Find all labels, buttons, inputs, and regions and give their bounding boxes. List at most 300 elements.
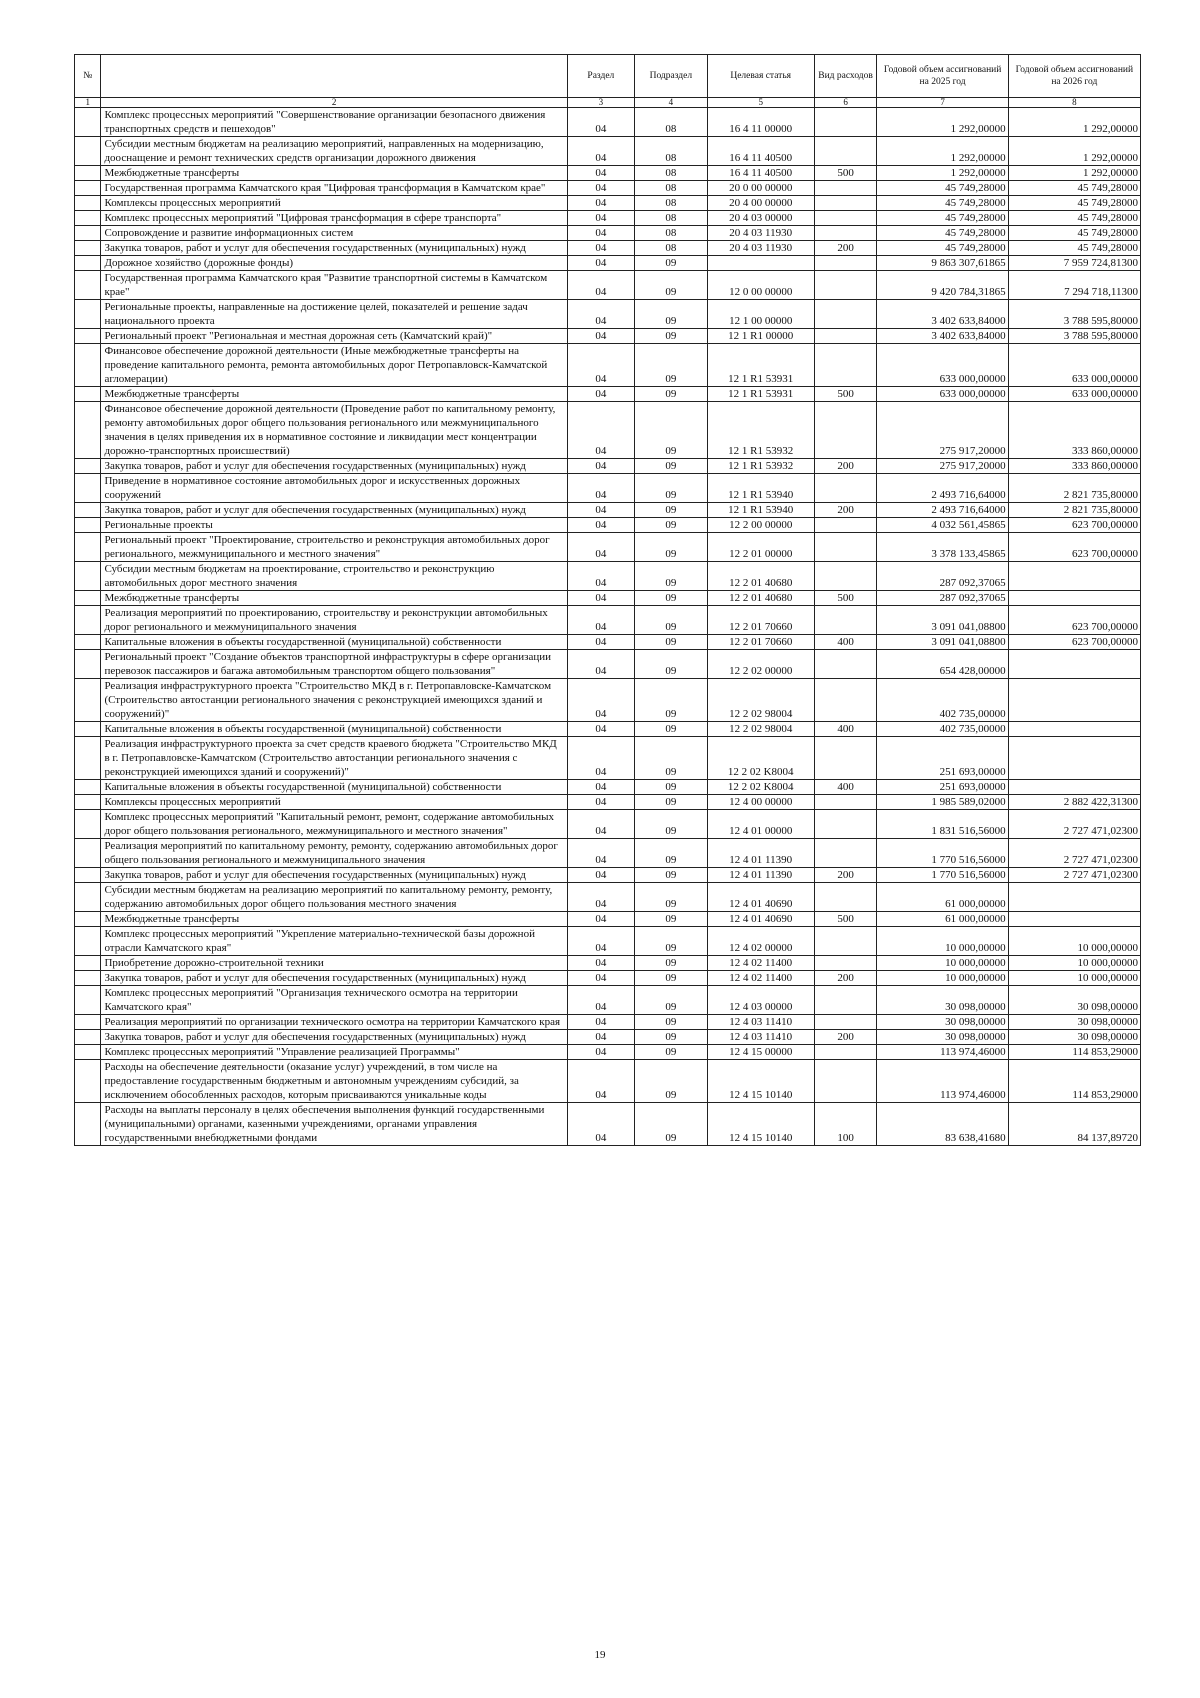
cell-name: Закупка товаров, работ и услуг для обеспечения государственных (муниципальных) нужд xyxy=(101,503,567,518)
cell-podrazdel: 09 xyxy=(634,503,707,518)
cell-name: Расходы на обеспечение деятельности (оказание услуг) учреждений, в том числе на предоставление государственным бюджетным и автономным учреждениям субсидий, за исключением обособленных расходов, которым присваиваются уникальные коды xyxy=(101,1060,567,1103)
cell-amount-2025: 287 092,37065 xyxy=(877,562,1008,591)
cell-amount-2026 xyxy=(1008,883,1140,912)
cell-amount-2025: 1 292,00000 xyxy=(877,108,1008,137)
cell-amount-2026: 45 749,28000 xyxy=(1008,181,1140,196)
col-header-razdel: Раздел xyxy=(567,55,634,98)
cell-name: Реализация мероприятий по капитальному ремонту, ремонту, содержанию автомобильных дорог общего пользования регионального и межмуниципального значения xyxy=(101,839,567,868)
cell-name: Комплекс процессных мероприятий "Капитальный ремонт, ремонт, содержание автомобильных дорог общего пользования регионального, межмуниципального и местного значения" xyxy=(101,810,567,839)
cell-podrazdel: 09 xyxy=(634,518,707,533)
cell-name: Финансовое обеспечение дорожной деятельности (Проведение работ по капитальному ремонту, ремонту автомобильных дорог общего пользования регионального или межмуниципального значения в целях приведения их в нормативное состояние и ликвидации мест концентрации дорожно-транспортных происшествий) xyxy=(101,402,567,459)
cell-vid xyxy=(814,108,877,137)
cell-statya: 12 1 R1 53932 xyxy=(707,459,814,474)
cell-amount-2025: 275 917,20000 xyxy=(877,402,1008,459)
cell-statya: 12 4 15 10140 xyxy=(707,1103,814,1146)
column-number: 2 xyxy=(101,98,567,108)
cell-statya: 12 4 01 40690 xyxy=(707,883,814,912)
table-row xyxy=(75,196,1141,211)
cell-amount-2025: 287 092,37065 xyxy=(877,591,1008,606)
cell-amount-2026: 7 959 724,81300 xyxy=(1008,256,1140,271)
cell-num xyxy=(75,137,101,166)
cell-podrazdel: 09 xyxy=(634,679,707,722)
cell-num xyxy=(75,737,101,780)
cell-vid: 200 xyxy=(814,868,877,883)
cell-name: Капитальные вложения в объекты государственной (муниципальной) собственности xyxy=(101,722,567,737)
cell-num xyxy=(75,780,101,795)
cell-amount-2025: 2 493 716,64000 xyxy=(877,503,1008,518)
table-row xyxy=(75,635,1141,650)
cell-podrazdel: 09 xyxy=(634,533,707,562)
cell-num xyxy=(75,211,101,226)
cell-razdel: 04 xyxy=(567,971,634,986)
cell-statya: 12 1 R1 53932 xyxy=(707,402,814,459)
cell-name: Капитальные вложения в объекты государственной (муниципальной) собственности xyxy=(101,780,567,795)
cell-amount-2025: 3 091 041,08800 xyxy=(877,635,1008,650)
cell-amount-2026 xyxy=(1008,679,1140,722)
table-row xyxy=(75,737,1141,780)
cell-vid: 500 xyxy=(814,912,877,927)
cell-razdel: 04 xyxy=(567,591,634,606)
cell-amount-2026: 623 700,00000 xyxy=(1008,518,1140,533)
cell-name: Субсидии местным бюджетам на реализацию мероприятий, направленных на модернизацию, дооснащение и ремонт технических средств организации дорожного движения xyxy=(101,137,567,166)
cell-podrazdel: 09 xyxy=(634,300,707,329)
cell-vid xyxy=(814,737,877,780)
cell-razdel: 04 xyxy=(567,533,634,562)
cell-statya: 12 2 01 40680 xyxy=(707,591,814,606)
cell-razdel: 04 xyxy=(567,256,634,271)
table-row xyxy=(75,402,1141,459)
table-row xyxy=(75,956,1141,971)
cell-amount-2025: 30 098,00000 xyxy=(877,1015,1008,1030)
cell-amount-2026: 2 821 735,80000 xyxy=(1008,474,1140,503)
table-row xyxy=(75,474,1141,503)
cell-statya: 12 4 01 40690 xyxy=(707,912,814,927)
cell-vid: 100 xyxy=(814,1103,877,1146)
cell-podrazdel: 09 xyxy=(634,606,707,635)
cell-razdel: 04 xyxy=(567,1045,634,1060)
column-number: 1 xyxy=(75,98,101,108)
cell-podrazdel: 08 xyxy=(634,137,707,166)
table-row xyxy=(75,971,1141,986)
cell-name: Закупка товаров, работ и услуг для обеспечения государственных (муниципальных) нужд xyxy=(101,459,567,474)
table-row xyxy=(75,868,1141,883)
col-header-statya: Целевая статья xyxy=(707,55,814,98)
cell-amount-2025: 1 985 589,02000 xyxy=(877,795,1008,810)
header-row xyxy=(75,55,1141,98)
cell-amount-2025: 30 098,00000 xyxy=(877,1030,1008,1045)
table-row xyxy=(75,344,1141,387)
cell-vid xyxy=(814,883,877,912)
cell-amount-2026: 30 098,00000 xyxy=(1008,1030,1140,1045)
cell-name: Расходы на выплаты персоналу в целях обеспечения выполнения функций государственными (муниципальными) органами, казенными учреждениями, органами управления государственными внебюджетными фондами xyxy=(101,1103,567,1146)
table-row xyxy=(75,1015,1141,1030)
cell-amount-2026: 623 700,00000 xyxy=(1008,606,1140,635)
cell-num xyxy=(75,474,101,503)
table-row xyxy=(75,912,1141,927)
cell-razdel: 04 xyxy=(567,986,634,1015)
cell-name: Межбюджетные трансферты xyxy=(101,166,567,181)
cell-amount-2026: 45 749,28000 xyxy=(1008,241,1140,256)
cell-podrazdel: 09 xyxy=(634,591,707,606)
cell-name: Реализация мероприятий по проектированию, строительству и реконструкции автомобильных дорог регионального и межмуниципального значения xyxy=(101,606,567,635)
cell-num xyxy=(75,196,101,211)
cell-podrazdel: 09 xyxy=(634,1103,707,1146)
cell-amount-2025: 45 749,28000 xyxy=(877,226,1008,241)
cell-podrazdel: 09 xyxy=(634,956,707,971)
cell-num xyxy=(75,1030,101,1045)
cell-statya: 20 4 03 00000 xyxy=(707,211,814,226)
cell-statya: 20 4 03 11930 xyxy=(707,226,814,241)
cell-statya: 12 4 02 11400 xyxy=(707,971,814,986)
table-row xyxy=(75,562,1141,591)
cell-statya: 12 2 01 00000 xyxy=(707,533,814,562)
cell-vid xyxy=(814,256,877,271)
cell-vid: 200 xyxy=(814,459,877,474)
cell-name: Межбюджетные трансферты xyxy=(101,591,567,606)
cell-razdel: 04 xyxy=(567,1060,634,1103)
cell-razdel: 04 xyxy=(567,795,634,810)
cell-vid: 200 xyxy=(814,971,877,986)
col-header-num: № xyxy=(75,55,101,98)
table-row xyxy=(75,181,1141,196)
cell-name: Закупка товаров, работ и услуг для обеспечения государственных (муниципальных) нужд xyxy=(101,971,567,986)
cell-amount-2026: 30 098,00000 xyxy=(1008,986,1140,1015)
cell-statya: 12 2 02 K8004 xyxy=(707,737,814,780)
cell-name: Комплекс процессных мероприятий "Организация технического осмотра на территории Камчатского края" xyxy=(101,986,567,1015)
cell-vid xyxy=(814,329,877,344)
cell-vid xyxy=(814,1015,877,1030)
column-number: 4 xyxy=(634,98,707,108)
cell-statya: 12 4 02 11400 xyxy=(707,956,814,971)
cell-vid: 500 xyxy=(814,591,877,606)
cell-razdel: 04 xyxy=(567,300,634,329)
cell-name: Закупка товаров, работ и услуг для обеспечения государственных (муниципальных) нужд xyxy=(101,241,567,256)
cell-statya: 16 4 11 40500 xyxy=(707,137,814,166)
cell-statya: 12 1 R1 00000 xyxy=(707,329,814,344)
cell-amount-2026: 1 292,00000 xyxy=(1008,166,1140,181)
cell-statya: 12 2 02 K8004 xyxy=(707,780,814,795)
cell-statya: 20 4 03 11930 xyxy=(707,241,814,256)
cell-num xyxy=(75,956,101,971)
cell-podrazdel: 09 xyxy=(634,722,707,737)
col-header-name xyxy=(101,55,567,98)
cell-name: Региональные проекты xyxy=(101,518,567,533)
cell-num xyxy=(75,503,101,518)
cell-razdel: 04 xyxy=(567,329,634,344)
cell-razdel: 04 xyxy=(567,181,634,196)
cell-name: Государственная программа Камчатского края "Развитие транспортной системы в Камчатском крае" xyxy=(101,271,567,300)
cell-statya: 12 4 15 10140 xyxy=(707,1060,814,1103)
table-body xyxy=(75,108,1141,1146)
cell-amount-2025: 113 974,46000 xyxy=(877,1060,1008,1103)
cell-num xyxy=(75,241,101,256)
table-row xyxy=(75,256,1141,271)
cell-vid: 200 xyxy=(814,503,877,518)
table-row xyxy=(75,1103,1141,1146)
cell-num xyxy=(75,868,101,883)
cell-razdel: 04 xyxy=(567,241,634,256)
table-row xyxy=(75,300,1141,329)
col-header-podrazdel: Подраздел xyxy=(634,55,707,98)
cell-statya: 12 4 00 00000 xyxy=(707,795,814,810)
table-row xyxy=(75,241,1141,256)
cell-podrazdel: 08 xyxy=(634,166,707,181)
cell-amount-2026: 2 727 471,02300 xyxy=(1008,839,1140,868)
cell-amount-2026: 3 788 595,80000 xyxy=(1008,300,1140,329)
cell-name: Комплексы процессных мероприятий xyxy=(101,795,567,810)
cell-vid xyxy=(814,1045,877,1060)
table-row xyxy=(75,591,1141,606)
page-number: 19 xyxy=(594,1649,606,1661)
cell-podrazdel: 09 xyxy=(634,971,707,986)
cell-razdel: 04 xyxy=(567,226,634,241)
cell-num xyxy=(75,459,101,474)
cell-razdel: 04 xyxy=(567,1030,634,1045)
cell-amount-2025: 1 292,00000 xyxy=(877,166,1008,181)
cell-num xyxy=(75,402,101,459)
cell-amount-2025: 61 000,00000 xyxy=(877,883,1008,912)
cell-statya: 12 2 00 00000 xyxy=(707,518,814,533)
cell-num xyxy=(75,810,101,839)
cell-amount-2026 xyxy=(1008,912,1140,927)
cell-vid: 400 xyxy=(814,722,877,737)
cell-statya xyxy=(707,256,814,271)
cell-podrazdel: 08 xyxy=(634,211,707,226)
table-row xyxy=(75,606,1141,635)
cell-statya: 12 4 03 11410 xyxy=(707,1030,814,1045)
cell-vid xyxy=(814,137,877,166)
cell-vid xyxy=(814,533,877,562)
cell-podrazdel: 09 xyxy=(634,1060,707,1103)
cell-vid xyxy=(814,927,877,956)
cell-num xyxy=(75,722,101,737)
cell-name: Межбюджетные трансферты xyxy=(101,387,567,402)
cell-amount-2025: 3 091 041,08800 xyxy=(877,606,1008,635)
cell-razdel: 04 xyxy=(567,108,634,137)
cell-num xyxy=(75,387,101,402)
cell-vid xyxy=(814,474,877,503)
table-row xyxy=(75,679,1141,722)
cell-podrazdel: 08 xyxy=(634,196,707,211)
cell-podrazdel: 09 xyxy=(634,329,707,344)
cell-amount-2026: 633 000,00000 xyxy=(1008,344,1140,387)
cell-amount-2026: 3 788 595,80000 xyxy=(1008,329,1140,344)
cell-amount-2026: 10 000,00000 xyxy=(1008,956,1140,971)
cell-name: Региональные проекты, направленные на достижение целей, показателей и решение задач национального проекта xyxy=(101,300,567,329)
cell-name: Закупка товаров, работ и услуг для обеспечения государственных (муниципальных) нужд xyxy=(101,868,567,883)
column-number: 8 xyxy=(1008,98,1140,108)
cell-vid: 400 xyxy=(814,780,877,795)
cell-razdel: 04 xyxy=(567,956,634,971)
table-row xyxy=(75,108,1141,137)
column-number-row xyxy=(75,98,1141,108)
cell-amount-2026 xyxy=(1008,722,1140,737)
cell-statya: 12 1 00 00000 xyxy=(707,300,814,329)
cell-amount-2026: 45 749,28000 xyxy=(1008,211,1140,226)
cell-num xyxy=(75,650,101,679)
cell-razdel: 04 xyxy=(567,606,634,635)
cell-razdel: 04 xyxy=(567,1103,634,1146)
cell-amount-2025: 1 831 516,56000 xyxy=(877,810,1008,839)
cell-name: Дорожное хозяйство (дорожные фонды) xyxy=(101,256,567,271)
col-header-vid: Вид расходов xyxy=(814,55,877,98)
cell-amount-2026: 333 860,00000 xyxy=(1008,402,1140,459)
cell-statya: 12 0 00 00000 xyxy=(707,271,814,300)
cell-name: Комплекс процессных мероприятий "Цифровая трансформация в сфере транспорта" xyxy=(101,211,567,226)
cell-statya: 12 4 01 11390 xyxy=(707,839,814,868)
cell-amount-2026: 84 137,89720 xyxy=(1008,1103,1140,1146)
cell-name: Межбюджетные трансферты xyxy=(101,912,567,927)
cell-amount-2025: 9 863 307,61865 xyxy=(877,256,1008,271)
cell-name: Комплексы процессных мероприятий xyxy=(101,196,567,211)
cell-amount-2026: 333 860,00000 xyxy=(1008,459,1140,474)
cell-amount-2026 xyxy=(1008,591,1140,606)
cell-amount-2026: 2 821 735,80000 xyxy=(1008,503,1140,518)
table-row xyxy=(75,810,1141,839)
cell-vid xyxy=(814,402,877,459)
cell-vid xyxy=(814,344,877,387)
cell-vid: 500 xyxy=(814,387,877,402)
cell-amount-2025: 633 000,00000 xyxy=(877,344,1008,387)
cell-amount-2026: 45 749,28000 xyxy=(1008,226,1140,241)
cell-statya: 16 4 11 00000 xyxy=(707,108,814,137)
cell-razdel: 04 xyxy=(567,722,634,737)
cell-statya: 12 1 R1 53940 xyxy=(707,503,814,518)
cell-podrazdel: 08 xyxy=(634,241,707,256)
cell-amount-2025: 45 749,28000 xyxy=(877,211,1008,226)
table-row xyxy=(75,839,1141,868)
cell-razdel: 04 xyxy=(567,679,634,722)
cell-vid xyxy=(814,956,877,971)
cell-amount-2026: 2 727 471,02300 xyxy=(1008,868,1140,883)
table-row xyxy=(75,883,1141,912)
cell-podrazdel: 09 xyxy=(634,839,707,868)
cell-vid xyxy=(814,986,877,1015)
cell-vid: 200 xyxy=(814,241,877,256)
cell-razdel: 04 xyxy=(567,883,634,912)
cell-amount-2025: 83 638,41680 xyxy=(877,1103,1008,1146)
cell-razdel: 04 xyxy=(567,503,634,518)
cell-podrazdel: 09 xyxy=(634,459,707,474)
cell-num xyxy=(75,635,101,650)
cell-amount-2026: 45 749,28000 xyxy=(1008,196,1140,211)
cell-name: Региональный проект "Проектирование, строительство и реконструкция автомобильных дорог регионального, межмуниципального и местного значения" xyxy=(101,533,567,562)
cell-amount-2025: 3 402 633,84000 xyxy=(877,329,1008,344)
cell-razdel: 04 xyxy=(567,344,634,387)
cell-statya: 12 4 02 00000 xyxy=(707,927,814,956)
cell-num xyxy=(75,1015,101,1030)
cell-num xyxy=(75,329,101,344)
cell-amount-2025: 251 693,00000 xyxy=(877,780,1008,795)
cell-name: Реализация инфраструктурного проекта за счет средств краевого бюджета "Строительство МКД в г. Петропавловске-Камчатском (Строительство автостанции регионального значения с реконструкцией имеющихся зданий и сооружений)" xyxy=(101,737,567,780)
cell-vid xyxy=(814,196,877,211)
cell-amount-2026: 7 294 718,11300 xyxy=(1008,271,1140,300)
cell-razdel: 04 xyxy=(567,271,634,300)
cell-podrazdel: 09 xyxy=(634,795,707,810)
cell-podrazdel: 09 xyxy=(634,810,707,839)
cell-statya: 12 2 01 70660 xyxy=(707,635,814,650)
table-row xyxy=(75,795,1141,810)
cell-amount-2025: 61 000,00000 xyxy=(877,912,1008,927)
cell-razdel: 04 xyxy=(567,211,634,226)
cell-vid xyxy=(814,679,877,722)
cell-num xyxy=(75,883,101,912)
cell-podrazdel: 09 xyxy=(634,883,707,912)
cell-vid xyxy=(814,795,877,810)
table-row xyxy=(75,722,1141,737)
cell-amount-2026 xyxy=(1008,650,1140,679)
table-row xyxy=(75,211,1141,226)
cell-podrazdel: 09 xyxy=(634,780,707,795)
cell-num xyxy=(75,1060,101,1103)
cell-amount-2025: 9 420 784,31865 xyxy=(877,271,1008,300)
cell-razdel: 04 xyxy=(567,650,634,679)
cell-name: Приобретение дорожно-строительной техники xyxy=(101,956,567,971)
table-row xyxy=(75,780,1141,795)
cell-amount-2025: 1 292,00000 xyxy=(877,137,1008,166)
cell-num xyxy=(75,562,101,591)
cell-amount-2026: 623 700,00000 xyxy=(1008,635,1140,650)
cell-num xyxy=(75,181,101,196)
cell-razdel: 04 xyxy=(567,635,634,650)
table-row xyxy=(75,1045,1141,1060)
cell-num xyxy=(75,344,101,387)
cell-razdel: 04 xyxy=(567,196,634,211)
cell-amount-2025: 1 770 516,56000 xyxy=(877,839,1008,868)
cell-amount-2026: 1 292,00000 xyxy=(1008,108,1140,137)
cell-podrazdel: 08 xyxy=(634,181,707,196)
cell-razdel: 04 xyxy=(567,562,634,591)
cell-statya: 16 4 11 40500 xyxy=(707,166,814,181)
cell-amount-2025: 45 749,28000 xyxy=(877,241,1008,256)
cell-amount-2026: 633 000,00000 xyxy=(1008,387,1140,402)
cell-amount-2026: 10 000,00000 xyxy=(1008,927,1140,956)
cell-statya: 12 2 02 00000 xyxy=(707,650,814,679)
col-header-2025: Годовой объем ассигнований на 2025 год xyxy=(877,55,1008,98)
cell-podrazdel: 09 xyxy=(634,650,707,679)
cell-vid xyxy=(814,271,877,300)
cell-amount-2026: 1 292,00000 xyxy=(1008,137,1140,166)
table-row xyxy=(75,226,1141,241)
cell-amount-2026: 114 853,29000 xyxy=(1008,1045,1140,1060)
cell-amount-2026: 2 882 422,31300 xyxy=(1008,795,1140,810)
table-row xyxy=(75,329,1141,344)
cell-razdel: 04 xyxy=(567,166,634,181)
cell-amount-2026 xyxy=(1008,780,1140,795)
cell-amount-2026: 30 098,00000 xyxy=(1008,1015,1140,1030)
cell-vid xyxy=(814,810,877,839)
table-row xyxy=(75,166,1141,181)
cell-num xyxy=(75,927,101,956)
cell-amount-2025: 633 000,00000 xyxy=(877,387,1008,402)
cell-statya: 12 4 03 11410 xyxy=(707,1015,814,1030)
cell-amount-2026: 114 853,29000 xyxy=(1008,1060,1140,1103)
cell-name: Сопровождение и развитие информационных систем xyxy=(101,226,567,241)
cell-statya: 12 4 15 00000 xyxy=(707,1045,814,1060)
cell-vid xyxy=(814,839,877,868)
cell-podrazdel: 09 xyxy=(634,635,707,650)
cell-name: Государственная программа Камчатского края "Цифровая трансформация в Камчатском крае" xyxy=(101,181,567,196)
cell-razdel: 04 xyxy=(567,737,634,780)
cell-name: Субсидии местным бюджетам на реализацию мероприятий по капитальному ремонту, ремонту, содержанию автомобильных дорог общего пользования местного значения xyxy=(101,883,567,912)
cell-num xyxy=(75,1103,101,1146)
cell-name: Реализация инфраструктурного проекта "Строительство МКД в г. Петропавловске-Камчатском (Строительство автостанции регионального значения с реконструкцией имеющихся зданий и сооружений)" xyxy=(101,679,567,722)
col-header-2026: Годовой объем ассигнований на 2026 год xyxy=(1008,55,1140,98)
cell-statya: 12 1 R1 53931 xyxy=(707,387,814,402)
cell-razdel: 04 xyxy=(567,868,634,883)
budget-table xyxy=(74,54,1141,1146)
cell-num xyxy=(75,271,101,300)
